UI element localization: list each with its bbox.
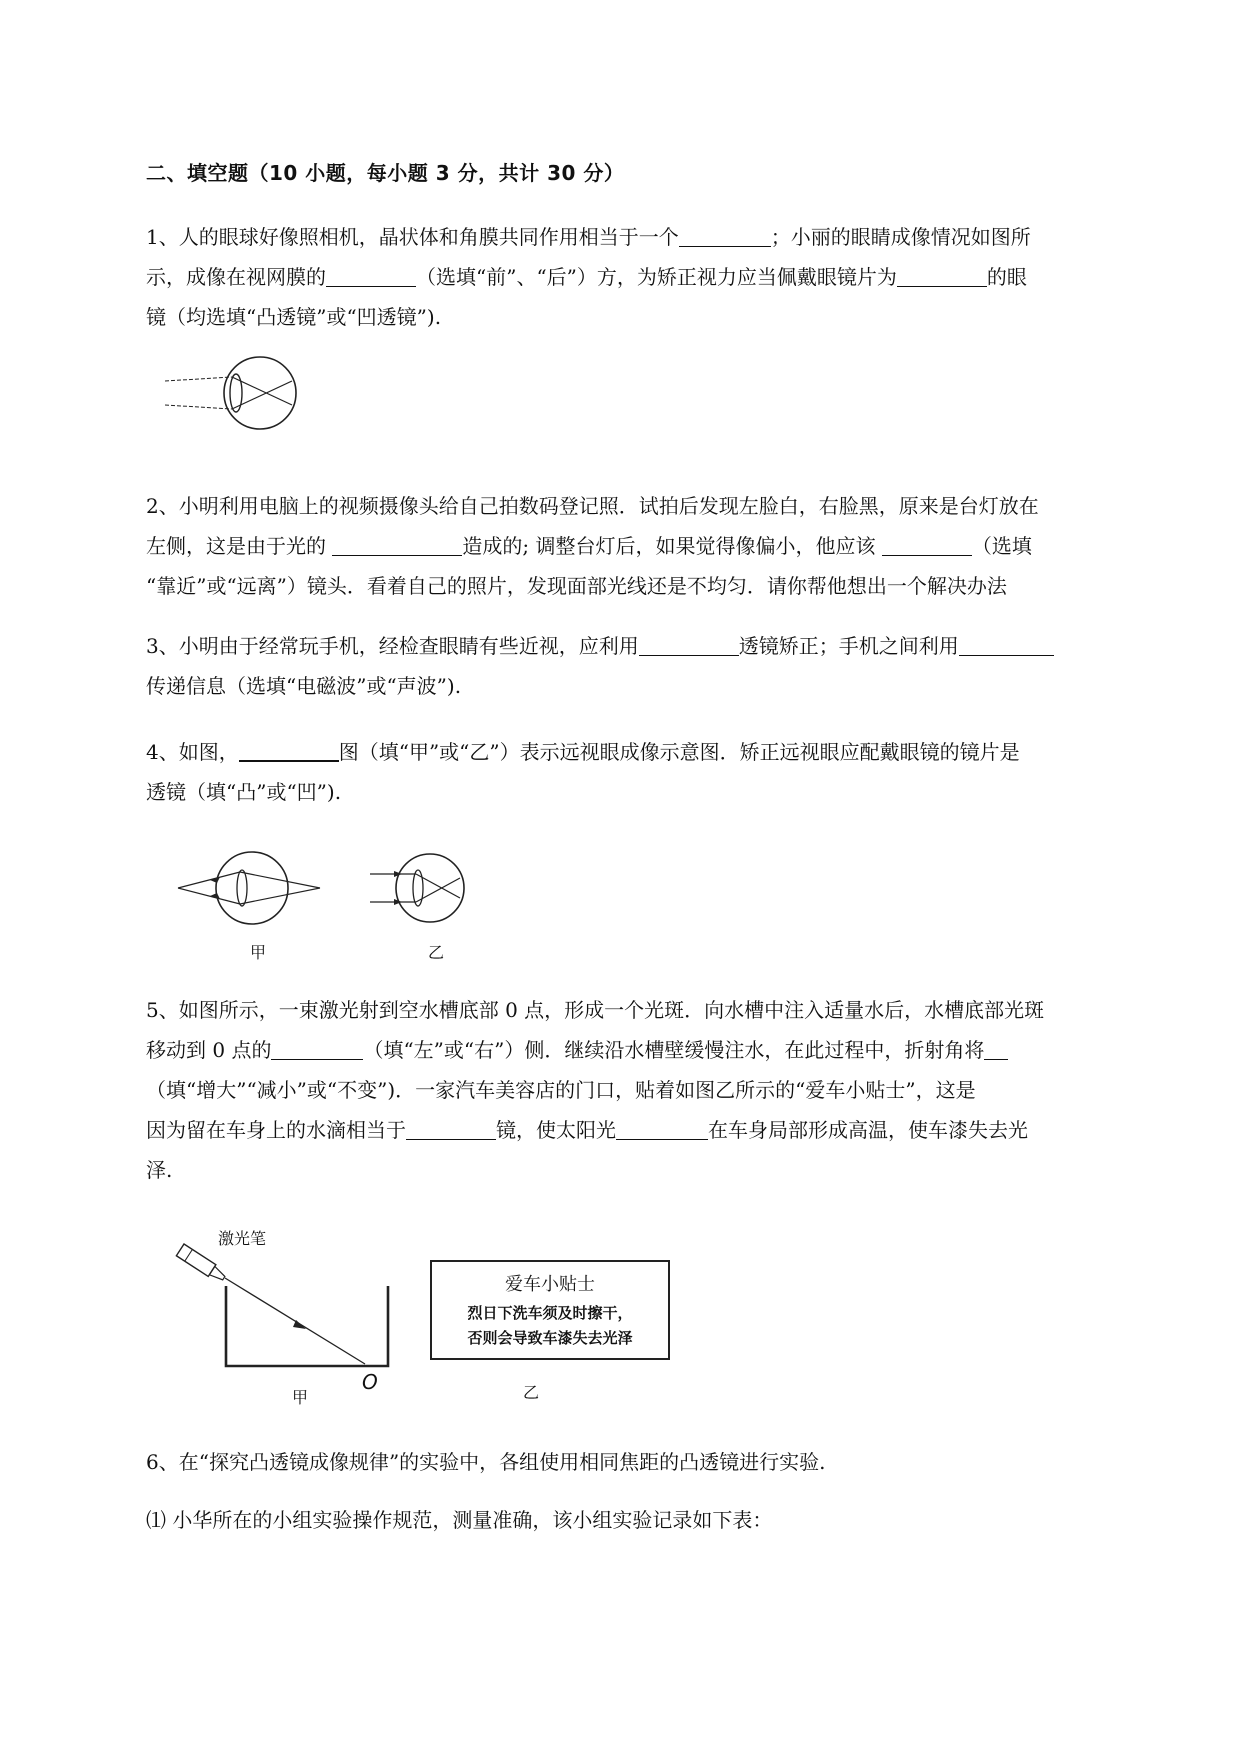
q4-blank-1[interactable] [239, 740, 339, 762]
q5-blank-3[interactable] [406, 1119, 496, 1140]
laser-pen-label: 激光笔 [218, 1229, 267, 1248]
car-care-tip-box [430, 1260, 670, 1360]
q6-line-1: 6、在“探究凸透镜成像规律”的实验中，各组使用相同焦距的凸透镜进行实验. [146, 1450, 826, 1474]
q3-blank-1[interactable] [639, 635, 739, 656]
q1-line-3: 镜（均选填“凸透镜”或“凹透镜”). [146, 305, 442, 329]
q5-text: 移动到 0 点的 [146, 1038, 272, 1062]
q1-text: （选填“前”、“后”）方，为矫正视力应当佩戴眼镜片为 [416, 265, 897, 289]
q4-line-2: 透镜（填“凸”或“凹”). [146, 780, 342, 804]
question-6-part-1 [146, 1500, 1096, 1540]
q5-text: 在车身局部形成高温，使车漆失去光 [708, 1118, 1028, 1142]
q1-blank-2[interactable] [326, 266, 416, 287]
point-o-label: O [362, 1370, 378, 1394]
q6-sub-1: ⑴ 小华所在的小组实验操作规范，测量准确，该小组实验记录如下表： [146, 1508, 773, 1532]
q5-line-1: 5、如图所示，一束激光射到空水槽底部 0 点，形成一个光斑．向水槽中注入适量水后，水槽底部光斑 [146, 998, 1045, 1022]
question-3 [146, 626, 1096, 706]
q2-line-3: “靠近”或“远离”）镜头．看着自己的照片，发现面部光线还是不均匀．请你帮他想出一个解决办法 [146, 574, 1007, 598]
q2-blank-1[interactable] [332, 535, 462, 556]
q5-text: 镜，使太阳光 [496, 1118, 616, 1142]
section-heading: 二、填空题（10 小题，每小题 3 分，共计 30 分） [146, 161, 625, 185]
q2-text: 造成的; 调整台灯后，如果觉得像偏小，他应该 [462, 534, 876, 558]
q1-blank-3[interactable] [897, 266, 987, 287]
q4-text: 4、如图， [146, 740, 239, 764]
q2-blank-2[interactable] [882, 535, 972, 556]
q3-blank-2[interactable] [959, 635, 1054, 656]
q2-text: 左侧，这是由于光的 [146, 534, 326, 558]
q5-blank-2[interactable] [984, 1039, 1008, 1060]
q2-line-2 [146, 526, 1096, 566]
q1-line-2 [146, 257, 1096, 297]
q5-text: （填“左”或“右”）侧．继续沿水槽壁缓慢注水，在此过程中，折射角将 [363, 1038, 985, 1062]
q2-text: （选填 [971, 534, 1032, 558]
laser-tank-diagram [170, 1228, 400, 1388]
q1-text: 示，成像在视网膜的 [146, 265, 326, 289]
eye-diagram-q1 [160, 345, 340, 445]
q3-text: 透镜矫正；手机之间利用 [738, 634, 959, 658]
q2-line-1: 2、小明利用电脑上的视频摄像头给自己拍数码登记照．试拍后发现左脸白，右脸黑，原来是台灯放在 [146, 494, 1039, 518]
fig5-caption-right: 乙 [523, 1383, 540, 1402]
question-5 [146, 990, 1096, 1190]
q1-text: ；小丽的眼睛成像情况如图所 [770, 225, 1031, 249]
q5-text: 因为留在车身上的水滴相当于 [146, 1118, 406, 1142]
q1-text: 1、人的眼球好像照相机，晶状体和角膜共同作用相当于一个 [146, 225, 679, 249]
question-1 [146, 217, 1096, 337]
tip-line-1: 烈日下洗车须及时擦干， [467, 1304, 633, 1322]
tip-title: 爱车小贴士 [505, 1274, 595, 1295]
fig4-caption-right: 乙 [428, 943, 445, 962]
q3-text: 3、小明由于经常玩手机，经检查眼睛有些近视，应利用 [146, 634, 639, 658]
q5-blank-4[interactable] [616, 1119, 708, 1140]
q1-text: 的眼 [986, 265, 1027, 289]
q3-line-2: 传递信息（选填“电磁波”或“声波”). [146, 674, 462, 698]
question-4 [146, 732, 1096, 812]
q5-line-5: 泽. [146, 1158, 173, 1182]
eye-diagrams-q4 [170, 840, 500, 970]
q3-line-1 [146, 626, 1096, 666]
q4-text: 图（填“甲”或“乙”）表示远视眼成像示意图．矫正远视眼应配戴眼镜的镜片是 [338, 740, 1020, 764]
q5-line-3: （填“增大”“减小”或“不变”)．一家汽车美容店的门口，贴着如图乙所示的“爱车小贴士”，这是 [146, 1078, 976, 1102]
q5-line-2 [146, 1030, 1096, 1070]
q1-blank-1[interactable] [679, 226, 771, 247]
q5-blank-1[interactable] [271, 1039, 363, 1060]
fig5-caption-left: 甲 [292, 1388, 309, 1407]
q4-line-1 [146, 732, 1096, 772]
fig4-caption-left: 甲 [250, 943, 267, 962]
question-2 [146, 486, 1096, 606]
q5-line-4 [146, 1110, 1096, 1150]
q1-line-1 [146, 217, 1096, 257]
tip-line-2: 否则会导致车漆失去光泽 [467, 1329, 633, 1347]
question-6 [146, 1442, 1096, 1482]
